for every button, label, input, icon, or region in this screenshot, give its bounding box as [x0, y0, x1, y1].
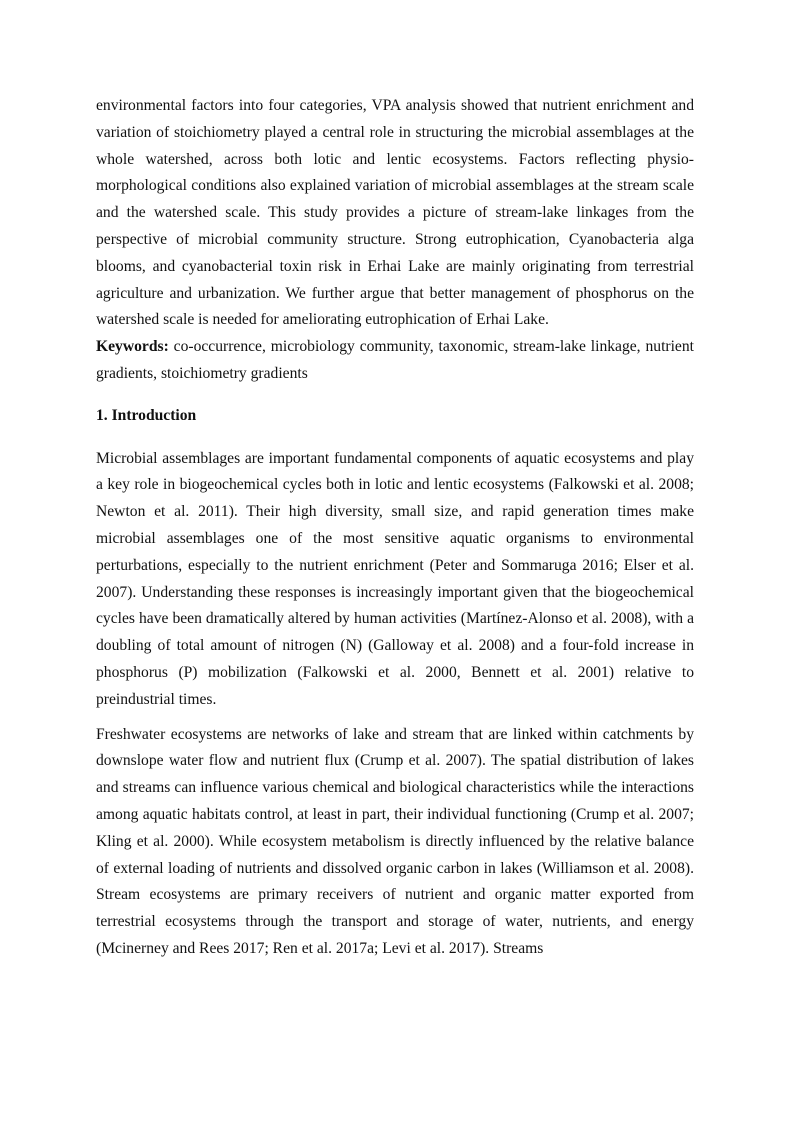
abstract-continuation: environmental factors into four categories, VPA analysis showed that nutrient enrichment and variation of stoichiometry played a central role in structuring the microbial assemblages at the whole watershed, across both lotic and lentic ecosystems. Factors reflecting physio-morphological conditions also explained variation of microbial assemblages at the stream scale and the watershed scale. This study provides a picture of stream-lake linkages from the perspective of microbial community structure. Strong eutrophication, Cyanobacteria alga blooms, and cyanobacterial toxin risk in Erhai Lake are mainly originating from terrestrial agriculture and urbanization. We further argue that better management of phosphorus on the watershed scale is needed for ameliorating eutrophication of Erhai Lake. [96, 97, 694, 329]
keywords-line [96, 334, 694, 388]
section-heading-introduction: 1. Introduction [96, 406, 197, 424]
keywords-label: Keywords: [96, 338, 169, 356]
introduction-paragraph-1: Microbial assemblages are important fundamental components of aquatic ecosystems and play a key role in biogeochemical cycles both in lotic and lentic ecosystems (Falkowski et al. 2008; Newton et al. 2011). Their high diversity, small size, and rapid generation times make microbial assemblages one of the most sensitive aquatic organisms to environmental perturbations, especially to the nutrient enrichment (Peter and Sommaruga 2016; Elser et al. 2007). Understanding these responses is increasingly important given that the biogeochemical cycles have been dramatically altered by human activities (Martínez-Alonso et al. 2008), with a doubling of total amount of nitrogen (N) (Galloway et al. 2008) and a four-fold increase in phosphorus (P) mobilization (Falkowski et al. 2000, Bennett et al. 2001) relative to preindustrial times. [96, 449, 694, 708]
keywords-text: co-occurrence, microbiology community, taxonomic, stream-lake linkage, nutrient gradients, stoichiometry gradients [96, 338, 694, 382]
introduction-paragraph-2: Freshwater ecosystems are networks of lake and stream that are linked within catchments by downslope water flow and nutrient flux (Crump et al. 2007). The spatial distribution of lakes and streams can influence various chemical and biological characteristics while the interactions among aquatic habitats control, at least in part, their individual functioning (Crump et al. 2007; Kling et al. 2000). While ecosystem metabolism is directly influenced by the relative balance of external loading of nutrients and dissolved organic carbon in lakes (Williamson et al. 2008). Stream ecosystems are primary receivers of nutrient and organic matter exported from terrestrial ecosystems through the transport and storage of water, nutrients, and energy (Mcinerney and Rees 2017; Ren et al. 2017a; Levi et al. 2017). Streams [96, 725, 694, 957]
document-page [96, 93, 694, 963]
